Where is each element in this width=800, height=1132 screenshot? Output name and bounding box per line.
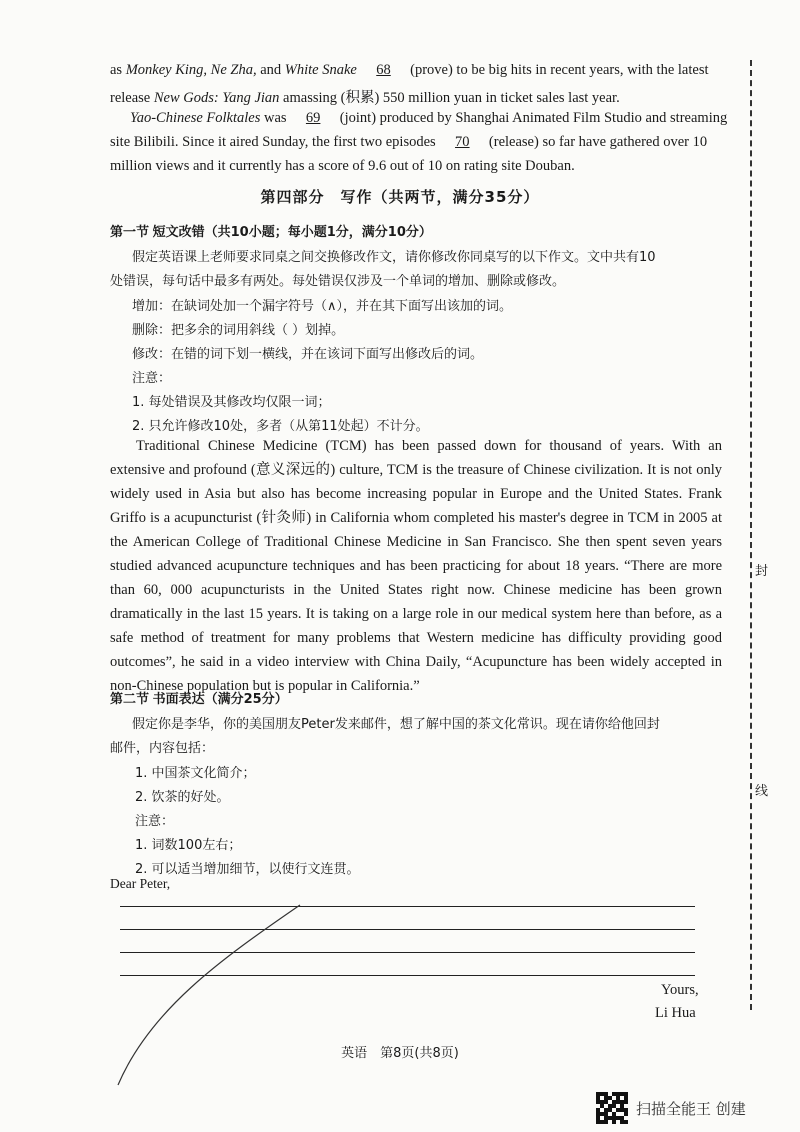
error-correction-passage: Traditional Chinese Medicine (TCM) has been passed down for thousand of years. With an extensive and profound (意义深远的) culture, TCM is the treasure of Chinese civilization. It is not only widely used in Asia but also has become increasing popular in Europe and the United States. Frank Griffo is a acupuncturist (针灸师) in California whom completed his master's degree in TCM in 2005 at the American College of Traditional Chinese Medicine in San Francisco. She then spent seven years studied advanced acupuncture techniques and has been practicing for about 18 years. “There are more than 60, 000 acupuncturists in the United States right now. Chinese medicine has been grown dramatically in the last 15 years. It is taking on a large role in our medical system here than before, as a safe method of treatment for many problems that Western medicine has difficulty providing good outcomes”, he said in a video interview with China Daily, “Acupuncture has been widely accepted in non-Chinese population but is popular in California.” [110,438,722,694]
scanner-watermark [596,1092,746,1124]
content-item: 1. 中国茶文化简介； [135,766,256,781]
section1-intro: 处错误，每句话中最多有两处。每处错误仅涉及一个单词的增加、删除或修改。 [110,274,566,289]
note-label: 注意： [132,371,172,386]
answer-blank-70[interactable]: 70 [455,134,470,150]
margin-char: 线 [755,784,769,799]
text-line: million views and it currently has a score of 9.6 out of 10 on rating site Douban. [110,158,575,174]
note-item: 2. 只允许修改10处，多者（从第11处起）不计分。 [132,419,429,434]
watermark-text: 扫描全能王 创建 [636,1099,746,1118]
section2-intro: 假定你是李华，你的美国朋友Peter发来邮件，想了解中国的茶文化常识。现在请你给他回封 [132,717,660,732]
section1-heading: 第一节 短文改错（共10小题；每小题1分，满分10分） [110,225,432,240]
page-footer: 英语 第8页(共8页) [341,1046,459,1061]
note-item: 2. 可以适当增加细节，以使行文连贯。 [135,862,360,877]
section1-intro: 假定英语课上老师要求同桌之间交换修改作文，请你修改你同桌写的以下作文。文中共有10 [132,250,656,265]
answer-blank-68[interactable]: 68 [376,62,391,78]
answer-blank-69[interactable]: 69 [305,110,321,126]
section2-intro: 邮件，内容包括： [110,741,215,756]
part4-title: 第四部分 写作（共两节，满分35分） [260,188,540,206]
section2-heading: 第二节 书面表达（满分25分） [110,692,288,707]
note-item: 1. 词数100左右； [135,838,242,853]
qr-code-icon [596,1092,628,1124]
letter-closing: Yours, [661,982,699,998]
letter-greeting: Dear Peter, [110,876,171,891]
rule-delete: 删除：把多余的词用斜线（ ）划掉。 [132,323,345,338]
rule-modify: 修改：在错的词下划一横线，并在该词下面写出修改后的词。 [132,347,484,362]
letter-signature: Li Hua [655,1005,696,1021]
content-item: 2. 饮茶的好处。 [135,790,230,805]
text-line: Yao-Chinese Folktales was 69 (joint) produced by Shanghai Animated Film Studio and streaming [130,110,728,126]
text-line: as Monkey King, Ne Zha, and White Snake 68 (prove) to be big hits in recent years, with the latest [110,62,709,78]
margin-char: 封 [755,564,769,579]
text-line: release New Gods: Yang Jian amassing (积累) 550 million yuan in ticket sales last year. [110,90,620,106]
binding-line [750,60,752,1010]
text-line: site Bilibili. Since it aired Sunday, the first two episodes 70 (release) so far have gathered over 10 [110,134,708,150]
rule-add: 增加：在缺词处加一个漏字符号（∧），并在其下面写出该加的词。 [132,299,513,314]
note-item: 1. 每处错误及其修改均仅限一词； [132,395,331,410]
note-label: 注意： [135,814,175,829]
